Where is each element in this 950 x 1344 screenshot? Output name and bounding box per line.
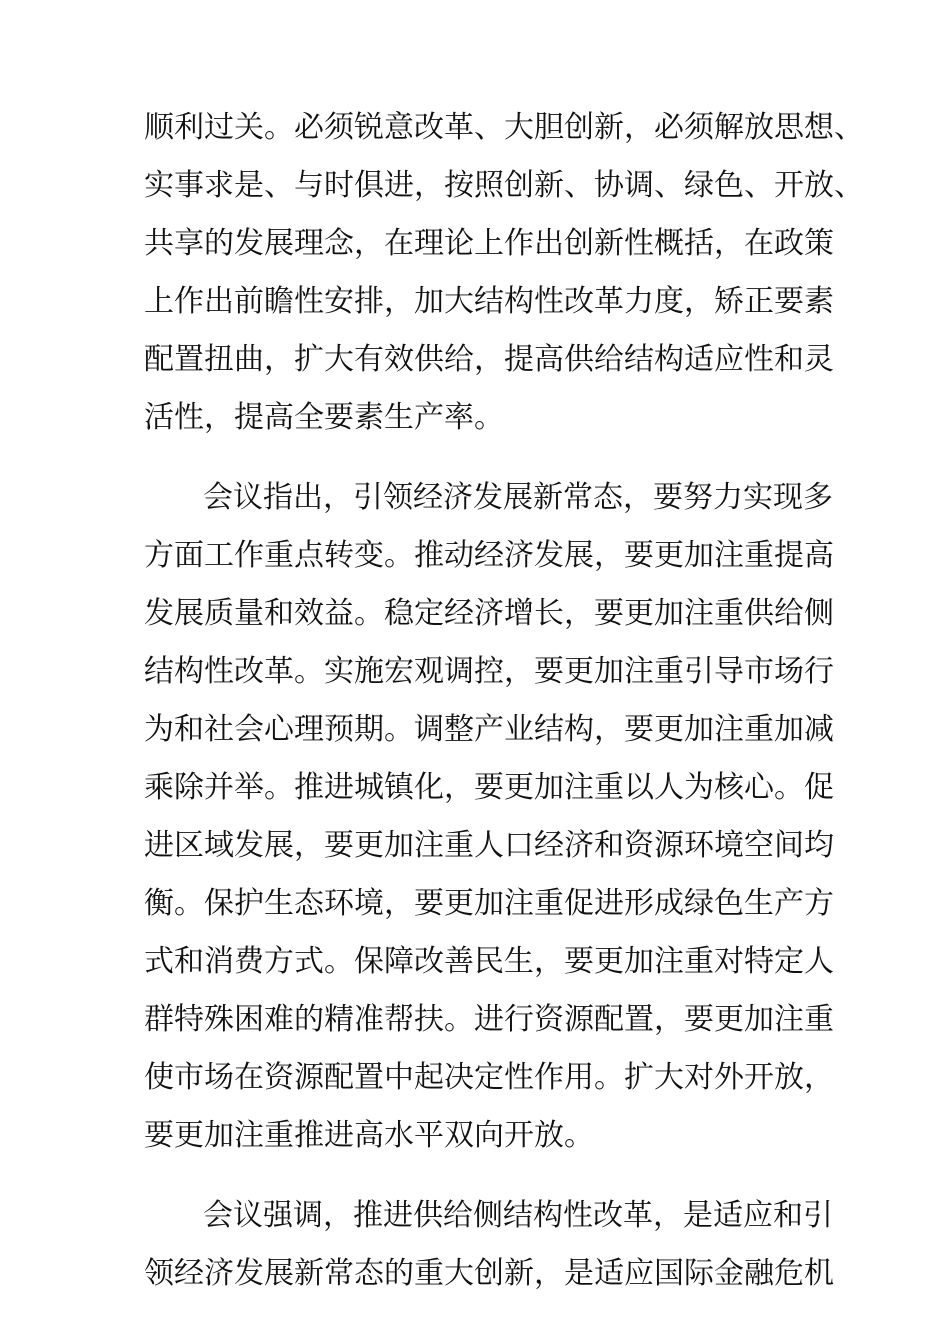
paragraph-2-line-10: 群特殊困难的精准帮扶。进行资源配置，要更加注重: [144, 1002, 834, 1037]
paragraph-2-line-4: 结构性改革。实施宏观调控，要更加注重引导市场行: [144, 654, 834, 689]
paragraph-1-line-2: 实事求是、与时俱进，按照创新、协调、绿色、开放、: [144, 168, 864, 203]
paragraph-1-line-3: 共享的发展理念，在理论上作出创新性概括，在政策: [144, 226, 834, 261]
paragraph-1-line-5: 配置扭曲，扩大有效供给，提高供给结构适应性和灵: [144, 342, 834, 377]
paragraph-2-line-1: 会议指出，引领经济发展新常态，要努力实现多: [203, 480, 833, 515]
paragraph-2-line-11: 使市场在资源配置中起决定性作用。扩大对外开放，: [144, 1060, 834, 1095]
paragraph-2-line-3: 发展质量和效益。稳定经济增长，要更加注重供给侧: [144, 596, 834, 631]
paragraph-1-line-4: 上作出前瞻性安排，加大结构性改革力度，矫正要素: [144, 284, 834, 319]
paragraph-3-line-1: 会议强调，推进供给侧结构性改革，是适应和引: [203, 1198, 833, 1233]
paragraph-2-line-8: 衡。保护生态环境，要更加注重促进形成绿色生产方: [144, 886, 834, 921]
paragraph-2-line-12: 要更加注重推进高水平双向开放。: [144, 1118, 594, 1153]
paragraph-2-line-9: 式和消费方式。保障改善民生，要更加注重对特定人: [144, 944, 834, 979]
paragraph-2-line-7: 进区域发展，要更加注重人口经济和资源环境空间均: [144, 828, 834, 863]
paragraph-2-line-6: 乘除并举。推进城镇化，要更加注重以人为核心。促: [144, 770, 834, 805]
paragraph-2-line-5: 为和社会心理预期。调整产业结构，要更加注重加减: [144, 712, 834, 747]
paragraph-1-line-1: 顺利过关。必须锐意改革、大胆创新，必须解放思想、: [144, 110, 864, 145]
paragraph-2-line-2: 方面工作重点转变。推动经济发展，要更加注重提高: [144, 538, 834, 573]
paragraph-1-line-6: 活性，提高全要素生产率。: [144, 400, 504, 435]
paragraph-3-line-2: 领经济发展新常态的重大创新，是适应国际金融危机: [144, 1256, 834, 1291]
